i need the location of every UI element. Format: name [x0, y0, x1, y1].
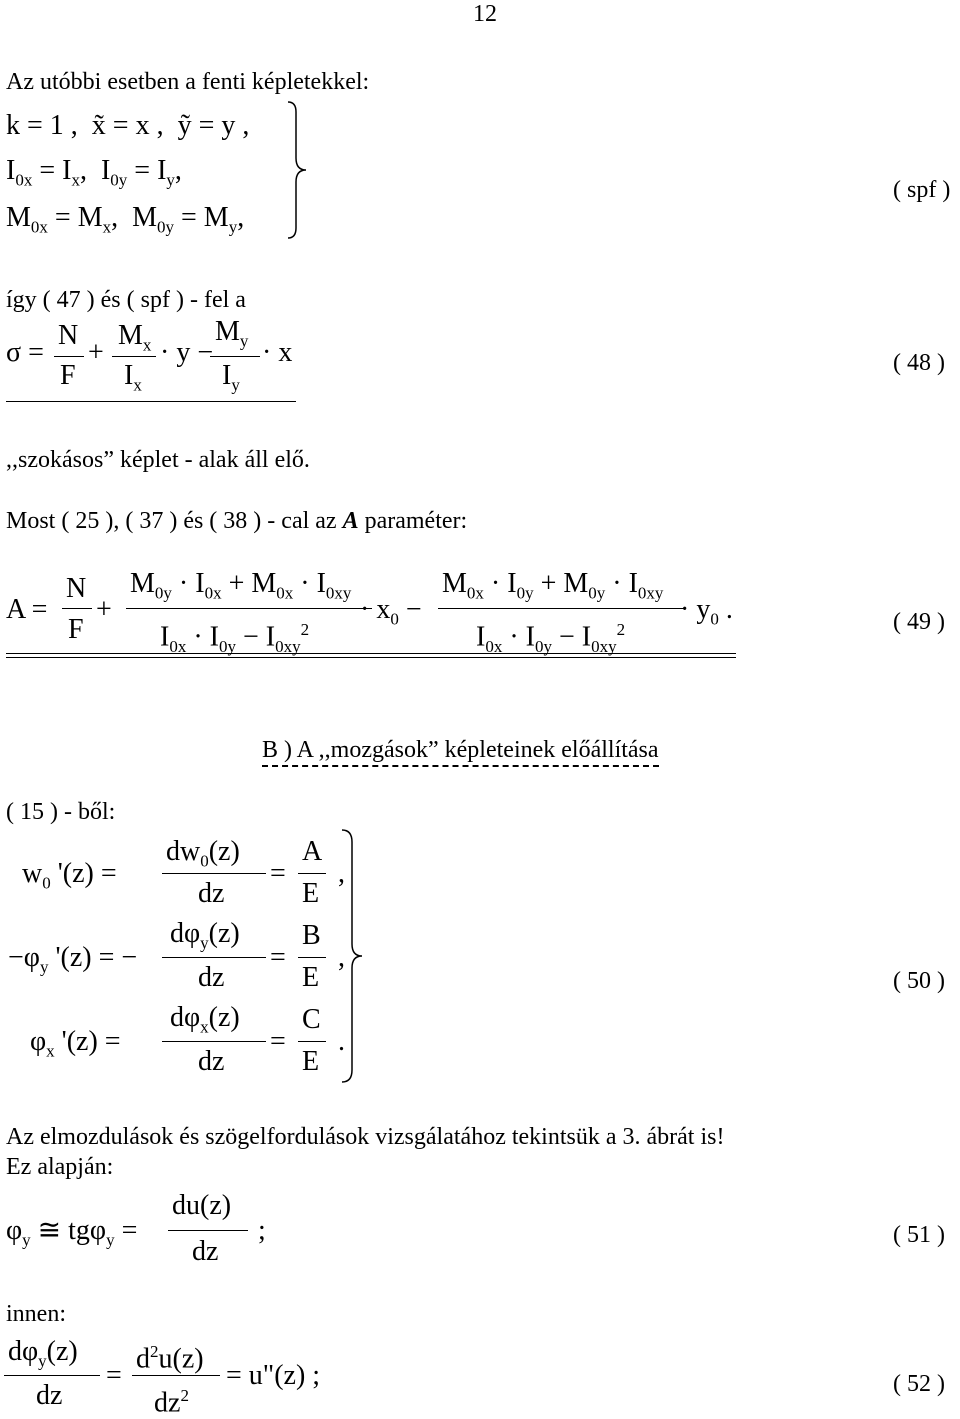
right-brace-icon	[286, 100, 310, 240]
equation-underline	[6, 401, 296, 402]
page-number: 12	[473, 1, 497, 27]
spf-line-1: k = 1 , x̃ = x , ỹ = y ,	[6, 110, 250, 141]
equation-label-51: ( 51 )	[893, 1222, 945, 1248]
spf-line-3: $M_{0x} = M_x$, $M_{0y} = M_y$,	[6, 202, 245, 237]
intro-paragraph: Az utóbbi esetben a fenti képletekkel:	[6, 69, 370, 95]
right-brace-icon	[340, 828, 366, 1084]
paragraph-ez-alapjan: Ez alapján:	[6, 1154, 114, 1180]
equation-label-50: ( 50 )	[893, 968, 945, 994]
paragraph-szokasos: ,,szokásos” képlet - alak áll elő.	[6, 447, 310, 473]
equation-label-spf: ( spf )	[893, 177, 951, 203]
equation-label-49: ( 49 )	[893, 609, 945, 635]
equation-label-48: ( 48 )	[893, 350, 945, 376]
section-heading: B ) A ,,mozgások” képleteinek előállítása	[262, 736, 659, 767]
equation-label-52: ( 52 )	[893, 1371, 945, 1397]
paragraph-15: ( 15 ) - ből:	[6, 799, 116, 825]
paragraph-47: így ( 47 ) és ( spf ) - fel a	[6, 287, 246, 313]
equation-double-underline	[6, 653, 736, 658]
document-page: 12 Az utóbbi esetben a fenti képletekkel: k = 1 , x̃ = x , ỹ = y , $I_{0x} = I_x$, $I_{0y} = I_y$, $M_{0x} = M_x$, $M_{0y} = M_y$, ( spf ) így ( 47 ) és ( spf ) - fel a σ = N F + $M_x$ $I_x$ · y − $M_y$ $I_y$ · x ( 48 ) ,,szokásos” képlet - alak áll elő. Most ( 25 ), ( 37 ) és ( 38 ) - cal az A paraméter: A = N F + $M_{0y} \cdot I_{0x} + M_{0x} \cdot I_{0xy}$ $I_{0x} \cdot I_{0y} - I_{0xy}^2$ · $x_0$ − $M_{0x} \cdot I_{0y} + M_{0y} \cdot I_{0xy}$ $I_{0x} \cdot I_{0y} - I_{0xy}^2$ · $y_0$ . ( 49 ) B ) A ,,mozgások” képleteinek előállítása ( 15 ) - ből: $w_0$ '(z) = $dw_0(z)$ dz = A E , $-\varphi_y$ '(z) = − $d\varphi_y(z)$ dz = B E , $\varphi_x$ '(z) = $d\varphi_x(z)$ dz = C E . ( 50 ) Az elmozdulások és szögelfordulások vizsgálatához tekintsük a 3. ábrát is! Ez alapján: $\varphi_y$ ≅ tgφ$_y$ = du(z) dz ; ( 51 ) innen: $d\varphi_y(z)$ dz = $d^2u(z)$ $dz^2$ = u"(z) ; ( 52 )	[6, 1, 951, 1419]
paragraph-most: Most ( 25 ), ( 37 ) és ( 38 ) - cal az A paraméter:	[6, 508, 468, 534]
paragraph-elmozdulasok: Az elmozdulások és szögelfordulások vizsgálatához tekintsük a 3. ábrát is!	[6, 1124, 725, 1150]
paragraph-innen: innen:	[6, 1301, 66, 1327]
spf-line-2: $I_{0x} = I_x$, $I_{0y} = I_y$,	[6, 155, 182, 190]
